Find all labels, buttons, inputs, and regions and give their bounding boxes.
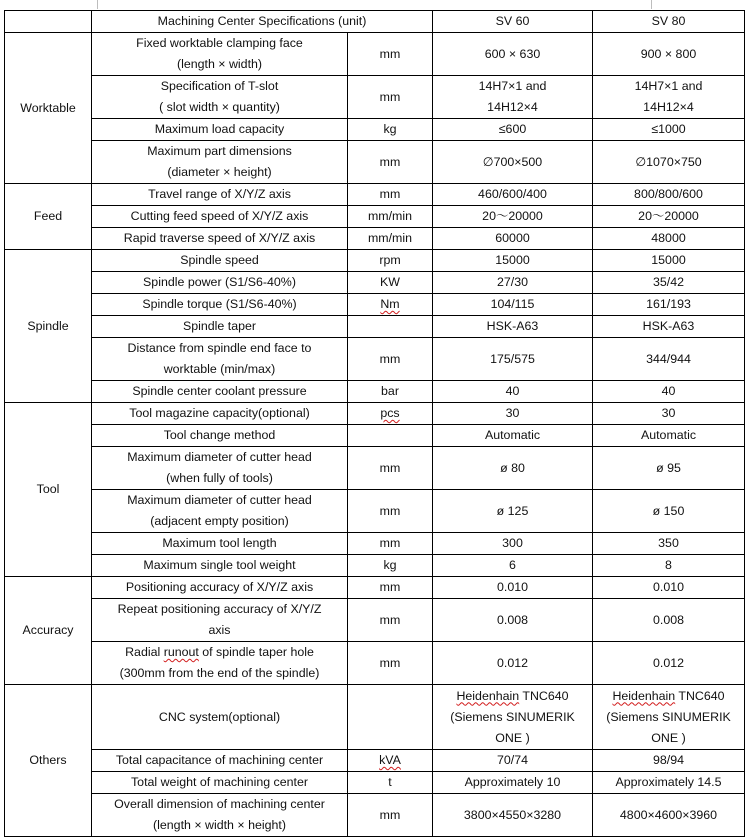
value-sv80 <box>593 772 745 794</box>
spec-description <box>92 338 348 381</box>
spec-description-line: worktable (min/max) <box>163 362 276 376</box>
spec-unit <box>348 33 433 76</box>
spec-description <box>92 119 348 141</box>
spec-description <box>92 206 348 228</box>
value-sv60 <box>433 750 593 772</box>
spec-description-line: Maximum part dimensions <box>147 144 292 158</box>
value-sv60 <box>433 685 593 750</box>
spec-description <box>92 447 348 490</box>
table-row <box>5 642 745 685</box>
spec-description <box>92 599 348 642</box>
category-feed: Feed <box>5 184 92 250</box>
value-sv80-line: 0.012 <box>652 655 684 670</box>
value-sv80 <box>593 555 745 577</box>
spec-description <box>92 642 348 685</box>
value-sv80 <box>593 294 745 316</box>
value-sv60-line: 0.008 <box>496 612 528 627</box>
spec-unit-text: mm <box>379 154 401 169</box>
spec-description-line: Rapid traverse speed of X/Y/Z axis <box>123 231 316 245</box>
spec-unit <box>348 381 433 403</box>
value-sv60 <box>433 447 593 490</box>
spec-description <box>92 794 348 837</box>
value-sv80 <box>593 206 745 228</box>
table-row <box>5 599 745 642</box>
value-sv60 <box>433 425 593 447</box>
spec-unit-text: bar <box>381 384 399 398</box>
spec-description <box>92 33 348 76</box>
value-sv80-line: 40 <box>661 384 676 398</box>
spec-description <box>92 228 348 250</box>
value-sv80-line: 30 <box>661 406 676 420</box>
spec-description <box>92 555 348 577</box>
value-sv80-line: ≤1000 <box>651 122 686 136</box>
value-sv60-line: (Siemens SINUMERIK <box>450 709 575 724</box>
value-sv80 <box>593 403 745 425</box>
value-sv80 <box>593 272 745 294</box>
spec-unit-text: mm/min <box>367 209 413 223</box>
table-row <box>5 533 745 555</box>
value-sv60 <box>433 33 593 76</box>
spec-unit-text: mm <box>379 46 401 61</box>
value-sv80-line: 800/800/600 <box>634 187 703 201</box>
header-empty-cell <box>5 11 92 33</box>
spec-description <box>92 490 348 533</box>
value-sv60 <box>433 794 593 837</box>
value-sv60-line: 40 <box>505 384 520 398</box>
spec-unit <box>348 533 433 555</box>
table-row <box>5 425 745 447</box>
spec-unit <box>348 685 433 750</box>
value-sv80 <box>593 76 745 119</box>
value-sv60-line: 0.010 <box>496 580 528 594</box>
spec-description <box>92 250 348 272</box>
value-sv80 <box>593 642 745 685</box>
value-sv80-line: HSK-A63 <box>642 319 695 333</box>
spec-unit-text: mm <box>379 460 401 475</box>
spec-unit <box>348 184 433 206</box>
spec-description <box>92 750 348 772</box>
spec-description-line: ( slot width × quantity) <box>159 100 280 114</box>
spec-description <box>92 141 348 184</box>
value-sv80 <box>593 533 745 555</box>
spec-unit <box>348 294 433 316</box>
spec-unit-text: rpm <box>379 253 401 267</box>
spec-unit <box>348 250 433 272</box>
table-row <box>5 490 745 533</box>
spec-description-line: Spindle power (S1/S6-40%) <box>143 275 296 289</box>
spec-description <box>92 577 348 599</box>
spec-description-line: Overall dimension of machining center <box>114 797 325 811</box>
spec-unit <box>348 425 433 447</box>
value-sv60 <box>433 642 593 685</box>
spec-unit-text: mm <box>379 503 401 518</box>
spec-description <box>92 76 348 119</box>
value-sv80 <box>593 425 745 447</box>
header-title: Machining Center Specifications (unit) <box>92 11 433 33</box>
value-sv60-line: 0.012 <box>496 655 528 670</box>
spec-unit-text: t <box>388 775 392 789</box>
spec-description-line: Tool magazine capacity(optional) <box>129 406 310 420</box>
spec-description <box>92 381 348 403</box>
spellcheck-mark: runout <box>163 645 199 659</box>
spec-description-line: Travel range of X/Y/Z axis <box>148 187 291 201</box>
value-sv60-line: 14H12×4 <box>487 100 538 114</box>
table-row <box>5 750 745 772</box>
spec-unit-text: pcs <box>380 406 400 420</box>
header-model-sv60: SV 60 <box>433 11 593 33</box>
table-row <box>5 577 745 599</box>
value-sv80-line: ø 95 <box>656 460 681 475</box>
spec-description-line: Fixed worktable clamping face <box>136 36 303 50</box>
spec-description-line: axis <box>208 623 231 637</box>
spec-description-line: (when fully of tools) <box>166 471 273 485</box>
spec-unit <box>348 642 433 685</box>
spec-unit-text: mm <box>379 655 401 670</box>
spec-description-line: Radial runout of spindle taper hole <box>125 645 314 659</box>
value-sv60 <box>433 119 593 141</box>
table-row <box>5 119 745 141</box>
spec-unit-text: mm <box>379 580 401 594</box>
spec-unit-text: mm <box>379 612 401 627</box>
value-sv80-line: 14H12×4 <box>643 100 694 114</box>
value-sv60-line: 30 <box>505 406 520 420</box>
spec-description-line: Maximum diameter of cutter head <box>127 493 312 507</box>
value-sv60-line: 15000 <box>495 253 530 267</box>
spec-description-line: Maximum single tool weight <box>143 558 296 572</box>
value-sv80-line: ONE ) <box>651 730 686 745</box>
value-sv60-line: 14H7×1 and <box>478 79 547 93</box>
value-sv60-line: 60000 <box>495 231 530 245</box>
value-sv80-line: Heidenhain TNC640 <box>612 688 725 703</box>
page-margin-mark-right <box>651 0 652 9</box>
spec-unit <box>348 599 433 642</box>
value-sv80 <box>593 447 745 490</box>
specifications-table <box>4 10 745 837</box>
value-sv60-line: 6 <box>509 558 516 572</box>
spellcheck-mark: Heidenhain <box>612 688 676 703</box>
spec-unit-text: mm <box>379 89 401 104</box>
spec-description-line: (length × width) <box>176 57 263 71</box>
spec-description-line: Maximum diameter of cutter head <box>127 450 312 464</box>
spec-description-line: Repeat positioning accuracy of X/Y/Z <box>117 602 322 616</box>
spec-description-line: Specification of T-slot <box>160 79 279 93</box>
page-margin-mark-left <box>97 0 98 9</box>
table-row <box>5 250 745 272</box>
spec-description <box>92 772 348 794</box>
value-sv80-line: 161/193 <box>646 297 691 311</box>
value-sv60 <box>433 272 593 294</box>
value-sv80 <box>593 316 745 338</box>
value-sv60 <box>433 490 593 533</box>
spec-unit-text: mm/min <box>367 231 413 245</box>
value-sv60 <box>433 76 593 119</box>
value-sv80 <box>593 141 745 184</box>
spec-description-line: Spindle speed <box>180 253 259 267</box>
spec-description-line: (300mm from the end of the spindle) <box>119 666 320 680</box>
value-sv80-line: Approximately 14.5 <box>615 775 722 789</box>
value-sv60 <box>433 228 593 250</box>
value-sv60 <box>433 250 593 272</box>
table-row <box>5 76 745 119</box>
value-sv60 <box>433 184 593 206</box>
value-sv60 <box>433 599 593 642</box>
spec-unit-text: Nm <box>380 297 400 311</box>
value-sv80-line: 35/42 <box>652 275 684 289</box>
spec-unit <box>348 794 433 837</box>
spec-unit <box>348 206 433 228</box>
spec-unit <box>348 403 433 425</box>
spec-description-line: Maximum load capacity <box>154 122 285 136</box>
spec-description <box>92 685 348 750</box>
spec-description-line: Maximum tool length <box>162 536 277 550</box>
spec-description <box>92 272 348 294</box>
table-row <box>5 794 745 837</box>
spec-unit <box>348 447 433 490</box>
spec-unit <box>348 750 433 772</box>
value-sv60-line: 3800×4550×3280 <box>463 807 562 822</box>
value-sv80-line: 900 × 800 <box>640 46 697 61</box>
value-sv60-line: ∅700×500 <box>482 154 543 169</box>
table-row <box>5 141 745 184</box>
spec-description-line: Total weight of machining center <box>130 775 308 789</box>
value-sv60-line: 175/575 <box>490 351 535 366</box>
value-sv60 <box>433 206 593 228</box>
spec-unit <box>348 316 433 338</box>
value-sv80-line: 15000 <box>651 253 686 267</box>
spec-description-line: Spindle taper <box>182 319 257 333</box>
value-sv60-line: ONE ) <box>495 730 530 745</box>
table-row <box>5 272 745 294</box>
value-sv80 <box>593 184 745 206</box>
table-header-row <box>5 11 745 33</box>
spec-unit-text: mm <box>379 807 401 822</box>
spec-unit <box>348 577 433 599</box>
spec-unit-text: kg <box>383 122 397 136</box>
spec-description-line: (diameter × height) <box>167 165 272 179</box>
value-sv80-line: ø 150 <box>652 503 685 518</box>
spec-unit-text: kVA <box>379 753 401 767</box>
value-sv80 <box>593 685 745 750</box>
table-row <box>5 685 745 750</box>
spec-description-line: Positioning accuracy of X/Y/Z axis <box>125 580 314 594</box>
spellcheck-mark: Heidenhain <box>456 688 520 703</box>
value-sv80-line: Automatic <box>640 428 697 442</box>
value-sv80-line: 8 <box>665 558 672 572</box>
category-spindle: Spindle <box>5 250 92 403</box>
spec-description <box>92 184 348 206</box>
value-sv80-line: 350 <box>658 536 679 550</box>
value-sv80 <box>593 577 745 599</box>
value-sv60-line: 20～20000 <box>482 209 543 223</box>
spec-unit-text: mm <box>379 351 401 366</box>
value-sv80-line: 98/94 <box>652 753 684 767</box>
value-sv80-line: 20～20000 <box>638 209 699 223</box>
spec-description-line: Spindle torque (S1/S6-40%) <box>142 297 297 311</box>
value-sv80-line: 14H7×1 and <box>634 79 703 93</box>
spec-description-line: (length × width × height) <box>153 818 286 832</box>
table-row <box>5 316 745 338</box>
spec-description <box>92 316 348 338</box>
spec-unit <box>348 338 433 381</box>
value-sv60-line: 27/30 <box>496 275 528 289</box>
value-sv80 <box>593 338 745 381</box>
spec-description <box>92 403 348 425</box>
value-sv60 <box>433 294 593 316</box>
value-sv60 <box>433 577 593 599</box>
value-sv60-line: ø 80 <box>500 460 525 475</box>
value-sv80 <box>593 750 745 772</box>
spec-unit <box>348 272 433 294</box>
table-row <box>5 403 745 425</box>
value-sv60 <box>433 403 593 425</box>
value-sv60-line: 460/600/400 <box>478 187 547 201</box>
spec-description <box>92 425 348 447</box>
value-sv80-line: ∅1070×750 <box>635 154 702 169</box>
table-row <box>5 772 745 794</box>
spec-unit <box>348 119 433 141</box>
value-sv60-line: 104/115 <box>490 297 535 311</box>
spec-description-line: (adjacent empty position) <box>150 514 289 528</box>
value-sv60-line: Heidenhain TNC640 <box>456 688 569 703</box>
value-sv80-line: 0.010 <box>652 580 684 594</box>
value-sv60-line: 600 × 630 <box>484 46 541 61</box>
value-sv80 <box>593 119 745 141</box>
category-accuracy: Accuracy <box>5 577 92 685</box>
spec-description-line: Total capacitance of machining center <box>115 753 324 767</box>
spec-unit-text: mm <box>379 187 401 201</box>
value-sv80 <box>593 381 745 403</box>
spec-description-line: Spindle center coolant pressure <box>132 384 307 398</box>
spec-description-line: Distance from spindle end face to <box>127 341 312 355</box>
value-sv60-line: ≤600 <box>498 122 527 136</box>
value-sv60 <box>433 338 593 381</box>
value-sv60 <box>433 141 593 184</box>
value-sv60-line: HSK-A63 <box>486 319 539 333</box>
table-row <box>5 206 745 228</box>
value-sv60-line: Automatic <box>484 428 541 442</box>
value-sv80 <box>593 250 745 272</box>
category-tool: Tool <box>5 403 92 577</box>
header-model-sv80: SV 80 <box>593 11 745 33</box>
spec-unit-text: mm <box>379 536 401 550</box>
spec-description-line: Cutting feed speed of X/Y/Z axis <box>130 209 309 223</box>
spec-description-line: CNC system(optional) <box>158 709 281 724</box>
value-sv60-line: ø 125 <box>496 503 529 518</box>
table-row <box>5 338 745 381</box>
value-sv80 <box>593 599 745 642</box>
table-row <box>5 381 745 403</box>
value-sv80-line: 344/944 <box>646 351 691 366</box>
value-sv60 <box>433 555 593 577</box>
value-sv80 <box>593 490 745 533</box>
spec-unit-text: KW <box>380 275 400 289</box>
specifications-table-body <box>5 11 745 837</box>
value-sv80-line: 48000 <box>651 231 686 245</box>
table-row <box>5 294 745 316</box>
table-row <box>5 447 745 490</box>
value-sv60-line: 70/74 <box>496 753 528 767</box>
value-sv80-line: (Siemens SINUMERIK <box>606 709 731 724</box>
spec-description <box>92 294 348 316</box>
table-row <box>5 33 745 76</box>
spec-description <box>92 533 348 555</box>
spec-unit <box>348 76 433 119</box>
value-sv60 <box>433 381 593 403</box>
value-sv80 <box>593 794 745 837</box>
spec-unit-text: kg <box>383 558 397 572</box>
value-sv80-line: 4800×4600×3960 <box>619 807 718 822</box>
spec-unit <box>348 490 433 533</box>
table-row <box>5 555 745 577</box>
value-sv60 <box>433 316 593 338</box>
value-sv60-line: 300 <box>502 536 523 550</box>
category-worktable: Worktable <box>5 33 92 184</box>
spec-description-line: Tool change method <box>163 428 276 442</box>
table-row <box>5 184 745 206</box>
spec-unit <box>348 555 433 577</box>
value-sv60-line: Approximately 10 <box>464 775 561 789</box>
spec-unit <box>348 228 433 250</box>
value-sv80 <box>593 33 745 76</box>
value-sv80 <box>593 228 745 250</box>
value-sv60 <box>433 772 593 794</box>
table-row <box>5 228 745 250</box>
value-sv60 <box>433 533 593 555</box>
value-sv80-line: 0.008 <box>652 612 684 627</box>
spec-unit <box>348 141 433 184</box>
category-others: Others <box>5 685 92 837</box>
spec-unit <box>348 772 433 794</box>
